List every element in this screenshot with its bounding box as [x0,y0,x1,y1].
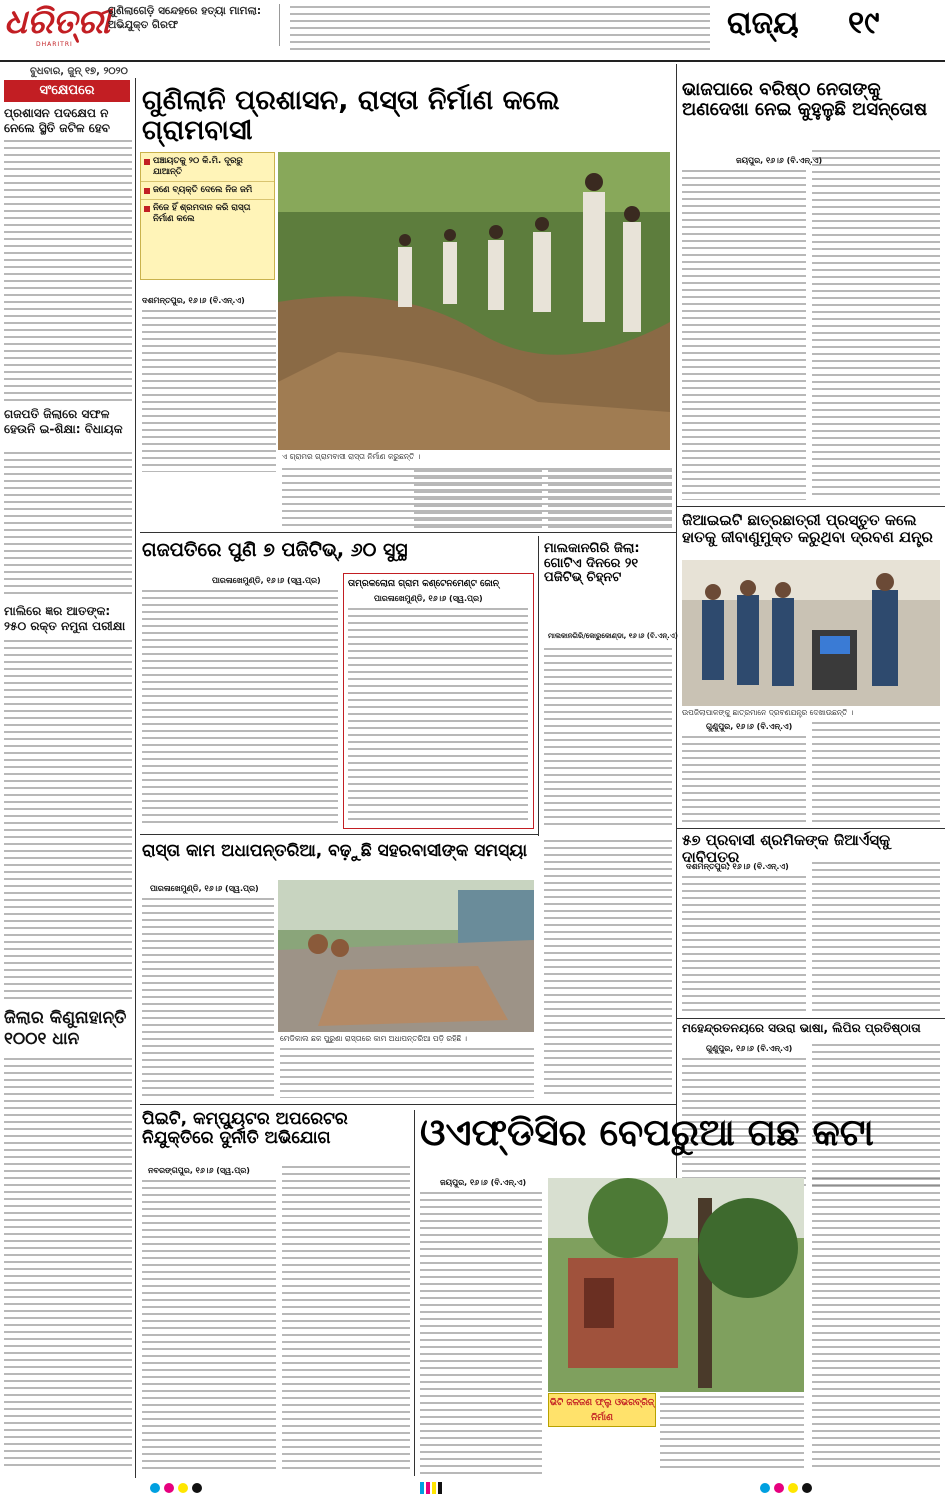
left-body-3 [4,640,132,1004]
ofdc-strip [548,1393,656,1427]
lead-photo [278,152,670,450]
malkangiri-dateline: ମାଲକାନଗିରି/କୋରୁକୋଣ୍ଡା, ୧୬।୬ (ବି.ଏନ୍.ଏ) [548,632,678,640]
savara-dateline: ଗୁଣୁପୁର, ୧୬।୬ (ବି.ଏନ୍.ଏ) [706,1044,793,1053]
print-color-bar [0,1478,945,1497]
page-number: ୧୯ [848,5,880,41]
ofdc-body-col1 [420,1192,542,1474]
bjp-headline: ଭାଜପାରେ ବରିଷ୍ଠ ନେତାଙ୍କୁ ଅଣଦେଖା ନେଇ କୁହୁଳୁଛି ଅସନ୍ତୋଷ [682,79,928,121]
cyan-dot [150,1483,160,1493]
bjp-body-col1 [682,170,806,500]
giit-caption: ଉପଜିଲାପାଳଙ୍କୁ ଛାତ୍ରମାନେ ଦ୍ରବଣଯନ୍ତ୍ର ଦେଖାଉଛନ୍ତି । [682,708,854,717]
gajapati-dateline: ପାରଳାଖେମୁଣ୍ଡି, ୧୬।୬ (ସ୍ୱ.ପ୍ର) [212,576,321,585]
black-bar [438,1482,442,1494]
containment-headline: ତାମ୍ରକଲୋନା ଗ୍ରାମ କଣ୍ଟେନମେଣ୍ଟ ଜୋନ୍ [348,579,499,589]
ofdc-dateline: ଜୟପୁର, ୧୬।୬ (ବି.ଏନ୍.ଏ) [440,1178,527,1187]
road-body-col2 [280,1048,534,1098]
brief-title: ଗୁଣିଲାଗେଡ଼ି ସନ୍ଦେହରେ ହତ୍ୟା ମାମଲା: ଅଭିଯୁକ୍ତ ଗିରଫ [108,5,262,31]
giit-photo [682,560,940,706]
lead-body-col3 [414,470,542,530]
lead-body-col1 [142,310,276,472]
lead-highlights [140,152,275,280]
left-headline-4: ଜିଲାର କିଣୁନାହାନ୍ତି ୧୦୦୧ ଧାନ [4,1008,127,1049]
migrant-body-col2 [812,862,940,1014]
malkangiri-body-col1 [544,648,672,828]
logo-text: ଧରିତ୍ରୀ [4,2,111,42]
left-headline-1: ପ୍ରଶାସନ ପଦକ୍ଷେପ ନ ନେଲେ ସ୍ଥିତି ଜଟିଳ ହେବ [4,106,110,135]
gajapati-headline: ଗଜପତିରେ ପୁଣି ୭ ପଜିଟିଭ୍, ୬୦ ସୁସ୍ଥ [142,539,408,561]
giit-body-col1 [682,736,806,822]
giit-body-col2 [812,722,940,822]
logo-subtext: DHARITRI [36,41,73,48]
left-headline-2: ଗଜପତି ଜିଲାରେ ସଫଳ ହେଉନି ଇ-ଶିକ୍ଷା: ବିଧାୟକ [4,407,123,436]
date-line: ବୁଧବାର, ଜୁନ୍ ୧୭, ୨୦୨୦ [30,66,128,77]
savara-headline: ମହେନ୍ଦ୍ରତନୟରେ ସଉରା ଭାଷା, ଲିପିର ପ୍ରତିଷ୍ଠାତା [682,1021,921,1035]
brief-box [108,4,280,46]
students-photo [682,560,940,706]
yellow-dot [788,1483,798,1493]
fallen-tree-photo [548,1178,804,1392]
cyan-dot [760,1483,770,1493]
left-headline-3: ମାଲିରେ ଜ୍ଞର ଆତଙ୍କ: ୨୫୦ ରକ୍ତ ନମୁନା ପରୀକ୍ଷା [4,604,126,633]
highlight-item: ପଞ୍ଚାୟତକୁ ୨୦ କି.ମି. ଦୂରରୁ ଯାଆନ୍ତି [141,153,274,182]
left-body-2 [4,452,132,598]
road-building-photo [278,152,670,450]
section-name: ରାଜ୍ୟ [727,5,799,41]
cyan-bar [420,1482,424,1494]
lead-dateline: ଦଶମନ୍ତପୁର, ୧୬।୬ (ବି.ଏନ୍.ଏ) [142,296,245,305]
magenta-dot [164,1483,174,1493]
black-dot [192,1483,202,1493]
giit-dateline: ଗୁଣୁପୁର, ୧୬।୬ (ବି.ଏନ୍.ଏ) [706,722,793,731]
giit-headline: ଜିଆଇଇଟି ଛାତ୍ରଛାତ୍ରୀ ପ୍ରସ୍ତୁତ କଲେ ହାତକୁ ଜୀବାଣୁମୁକ୍ତ କରୁଥିବା ଦ୍ରବଣ ଯନ୍ତ୍ର [682,511,933,546]
pt-body-col2 [282,1166,410,1472]
lead-headline: ଗୁଣିଲାନି ପ୍ରଶାସନ, ରାସ୍ତା ନିର୍ମାଣ କଲେ ଗ୍ରାମବାସୀ [142,85,560,147]
malkangiri-headline: ମାଲକାନଗିରି ଜିଲା: ଗୋଟିଏ ଦିନରେ ୨୧ ପଜିଟିଭ୍ ଚିହ୍ନଟ [544,541,640,586]
road-body-col3 [544,840,672,1098]
migrant-dateline: ଦଶମନ୍ତପୁର, ୧୬।୬ (ବି.ଏନ୍.ଏ) [686,862,789,871]
damaged-road-photo [278,880,534,1032]
pt-headline: ପିଇଟି, କମ୍ପ୍ୟୁଟର ଅପରେଟର ନିଯୁକ୍ତିରେ ଦୁର୍ନୀତି ଅଭିଯୋଗ [142,1109,348,1149]
migrant-body-col1 [682,876,806,1014]
logo [4,2,111,50]
black-dot [802,1483,812,1493]
containment-dateline: ପାରଳାଖେମୁଣ୍ଡି, ୧୬।୬ (ସ୍ୱ.ପ୍ର) [374,594,483,603]
ofdc-strip-text: ଭିଟି ଜଳଜଣ ଫ୍ଲୁ ଓଭରବ୍ରିଜ୍ ନିର୍ମାଣ [549,1398,655,1423]
containment-body [348,608,528,824]
magenta-dot [774,1483,784,1493]
ofdc-body-col2 [660,1396,804,1472]
containment-box [343,573,534,829]
ofdc-photo [548,1178,804,1392]
road-caption: ମେଡିକାଲ ଛକ ପୁରୁଣା ରାସ୍ତାରେ କାମ ଅଧାପନ୍ତରିଆ ପଡ଼ି ରହିଛି । [280,1034,467,1043]
pt-dateline: ନବରଙ୍ଗପୁର, ୧୬।୬ (ସ୍ୱ.ପ୍ର) [148,1166,250,1175]
yellow-dot [178,1483,188,1493]
ofdc-headline: ଓଏଫ୍‌ଡିସିର ବେପରୁଆ ଗଛ କଟା [420,1111,874,1154]
brief-label: ସଂକ୍ଷେପରେ [4,80,130,102]
masthead [0,0,945,62]
left-body-4 [4,1058,132,1468]
left-body-1 [4,140,132,402]
highlight-item: ଜଣେ ବ୍ୟକ୍ତି ଦେଲେ ନିଜ ଜମି [141,182,274,200]
brief-body-text [290,6,710,50]
pt-body-col1 [142,1180,276,1472]
bjp-body-col2 [812,150,940,500]
road-body-col1 [142,898,274,1098]
road-photo [278,880,534,1032]
bjp-dateline: ଜୟପୁର, ୧୬।୬ (ବି.ଏନ୍.ଏ) [736,156,823,165]
highlight-item: ନିଜେ ହିଁ ଶ୍ରମଦାନ କରି ରାସ୍ତା ନିର୍ମାଣ କଲେ [141,200,274,228]
ofdc-body-col3 [812,1178,940,1472]
gajapati-body [142,590,338,824]
lead-body-col4 [548,470,672,530]
yellow-bar [432,1482,436,1494]
magenta-bar [426,1482,430,1494]
road-headline: ରାସ୍ତା କାମ ଅଧାପନ୍ତରିଆ, ବଢ଼ୁଛି ସହରବାସୀଙ୍କ ସମସ୍ୟା [142,841,528,861]
migrant-headline: ୫୭ ପ୍ରବାସୀ ଶ୍ରମିକଙ୍କ ଜିଆର୍ଏସ୍‌କୁ ଦାବିପତ୍ର [682,831,891,866]
lead-photo-caption: ଏ ଗ୍ରାମର ଗ୍ରାମବାସୀ ରାସ୍ତା ନିର୍ମାଣ କରୁଛନ୍ତି । [282,452,421,461]
road-dateline: ପାରଳାଖେମୁଣ୍ଡି, ୧୬।୬ (ସ୍ୱ.ପ୍ର) [150,884,259,893]
